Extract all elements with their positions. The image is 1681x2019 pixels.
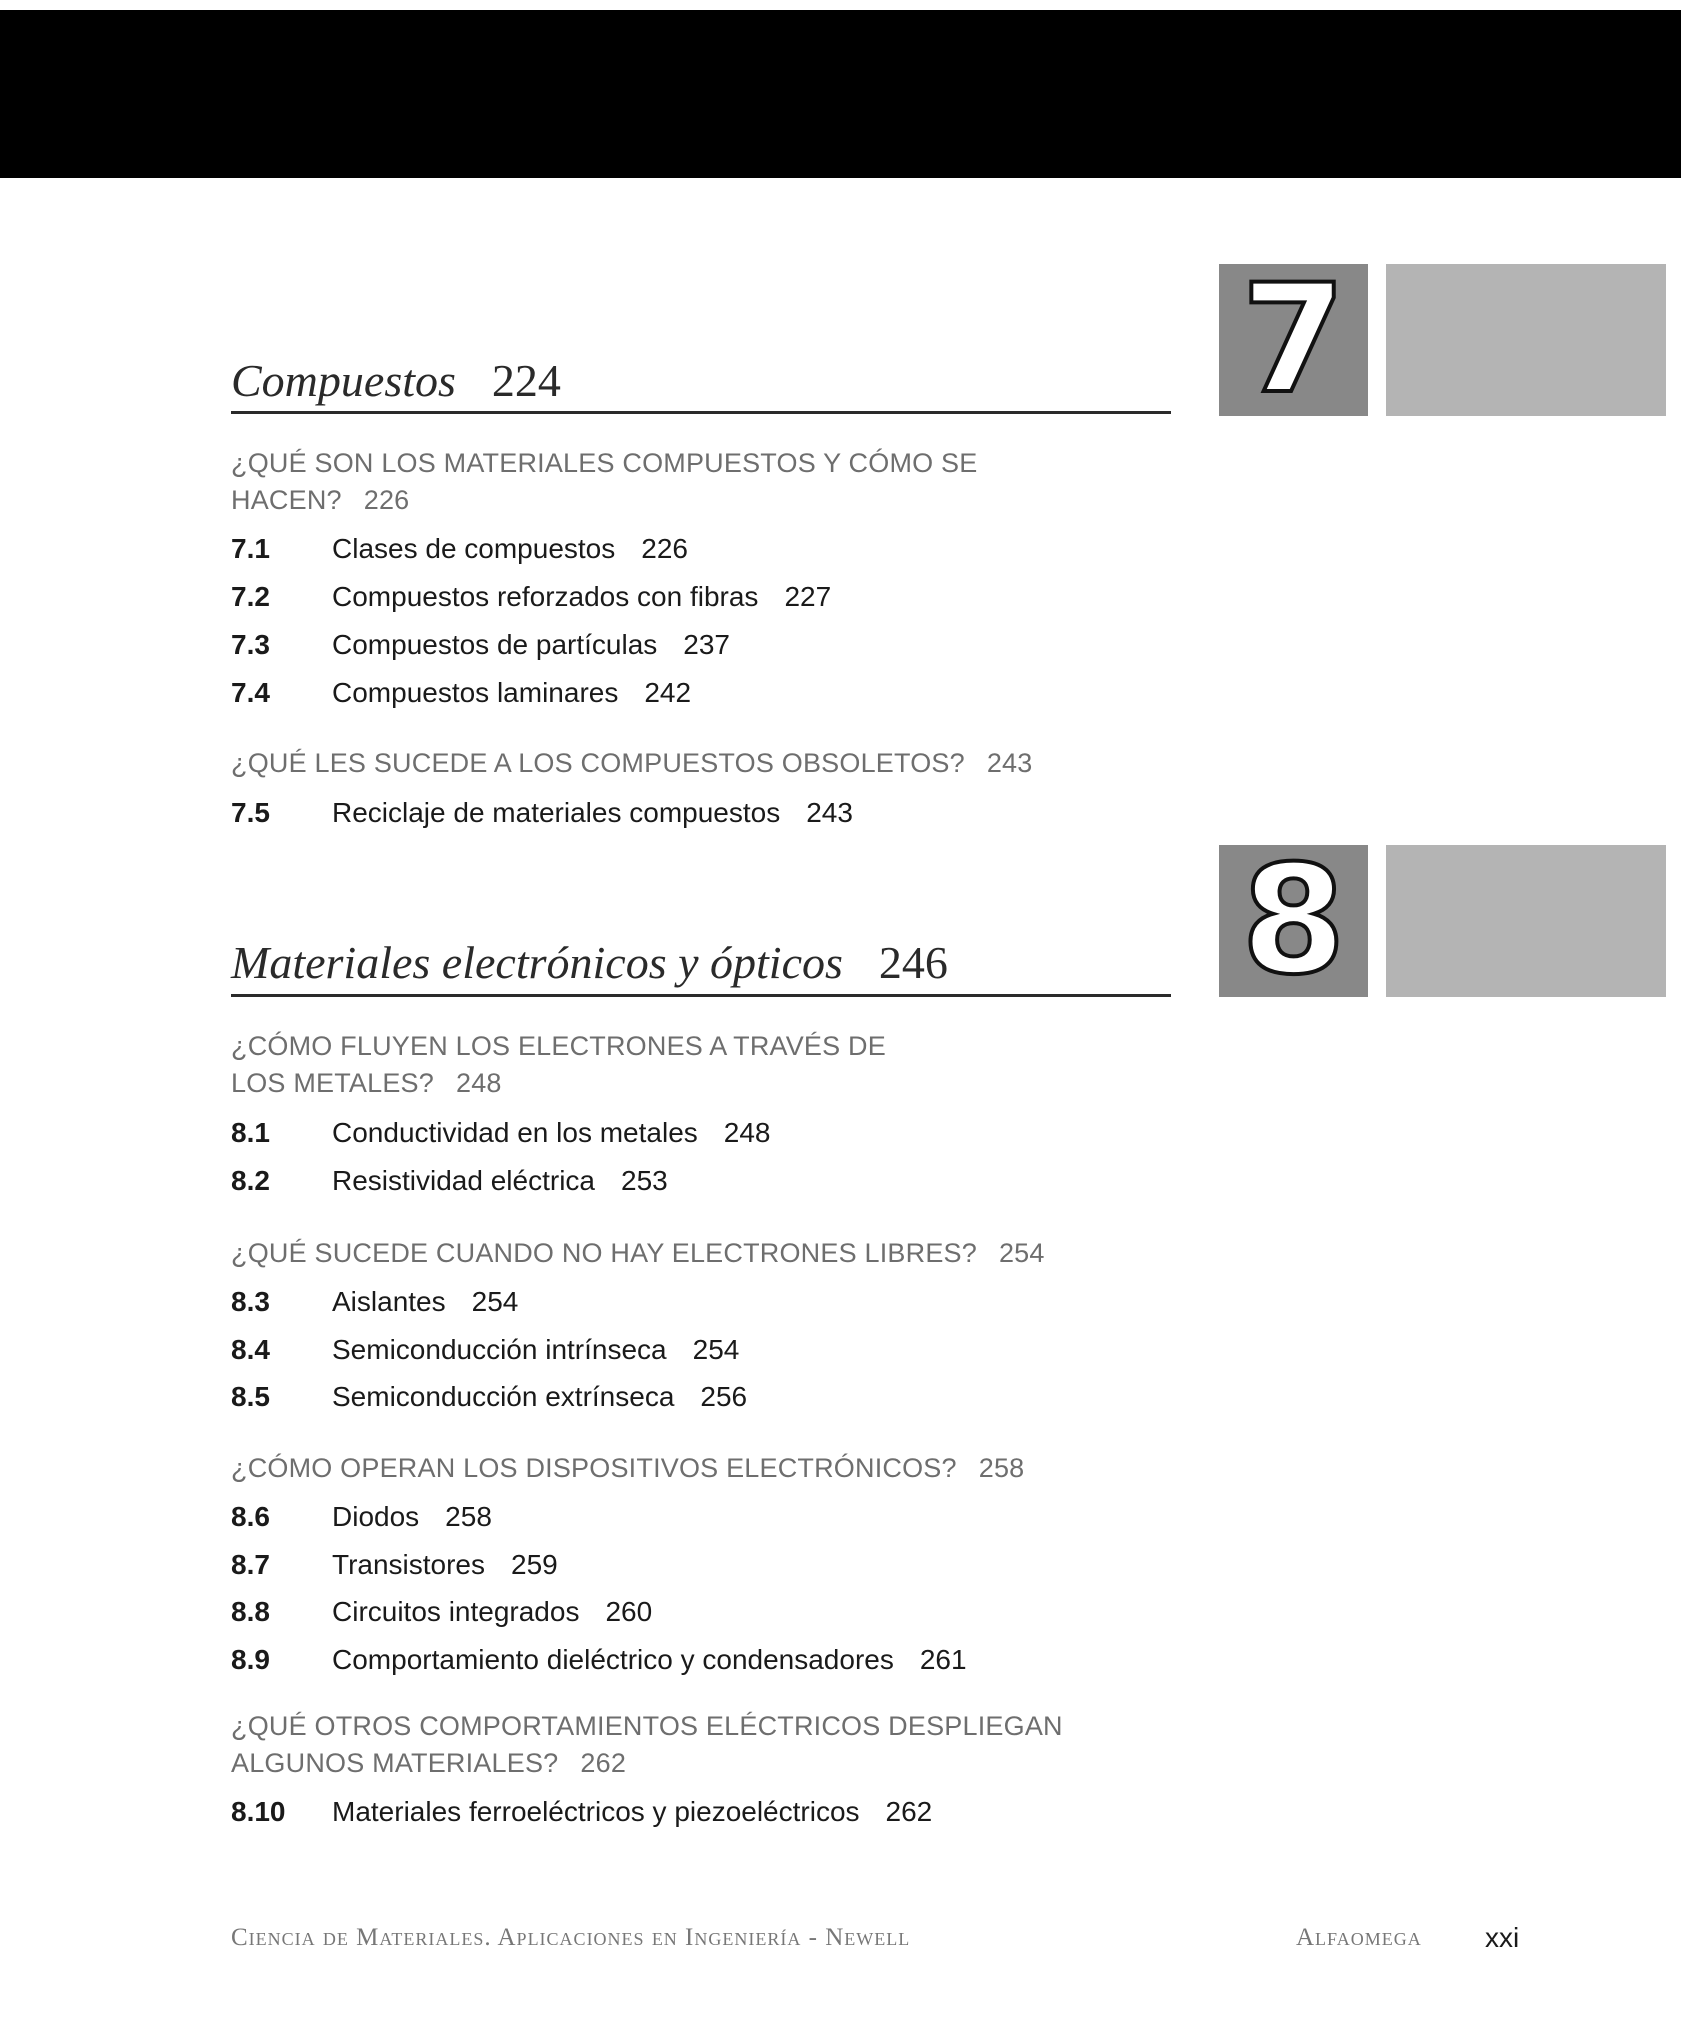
chapter-title: Compuestos 224 — [231, 355, 561, 406]
chapter-number: 8 — [1241, 845, 1346, 997]
section-question: ¿QUÉ OTROS COMPORTAMIENTOS ELÉCTRICOS DESPLIEGAN ALGUNOS MATERIALES? 262 — [231, 1711, 1063, 1778]
section-question: ¿QUÉ LES SUCEDE A LOS COMPUESTOS OBSOLETOS? 243 — [231, 748, 1033, 778]
chapter-page: 224 — [491, 355, 561, 406]
chapter-rule — [231, 411, 1171, 414]
chapter-rule — [231, 994, 1171, 997]
chapter-number-box — [1219, 264, 1368, 416]
chapter-page: 246 — [878, 937, 948, 988]
chapter-number-box — [1219, 845, 1368, 997]
section-question: ¿CÓMO OPERAN LOS DISPOSITIVOS ELECTRÓNICOS? 258 — [231, 1453, 1025, 1483]
section-question: ¿QUÉ SON LOS MATERIALES COMPUESTOS Y CÓMO SE HACEN? 226 — [231, 448, 978, 515]
footer-page-number: xxi — [1485, 1922, 1520, 1953]
chapter-title: Materiales electrónicos y ópticos 246 — [231, 937, 948, 988]
chapter-number: 7 — [1241, 264, 1346, 416]
footer-book-title: Ciencia de Materiales. Aplicaciones en Ingeniería - Newell — [231, 1924, 911, 1951]
footer-publisher: Alfaomega — [1296, 1924, 1422, 1951]
top-black-bar — [0, 10, 1681, 178]
chapter-gray-box — [1386, 264, 1666, 416]
section-question: ¿QUÉ SUCEDE CUANDO NO HAY ELECTRONES LIBRES? 254 — [231, 1238, 1045, 1268]
section-question: ¿CÓMO FLUYEN LOS ELECTRONES A TRAVÉS DE LOS METALES? 248 — [231, 1031, 886, 1098]
chapter-gray-box — [1386, 845, 1666, 997]
